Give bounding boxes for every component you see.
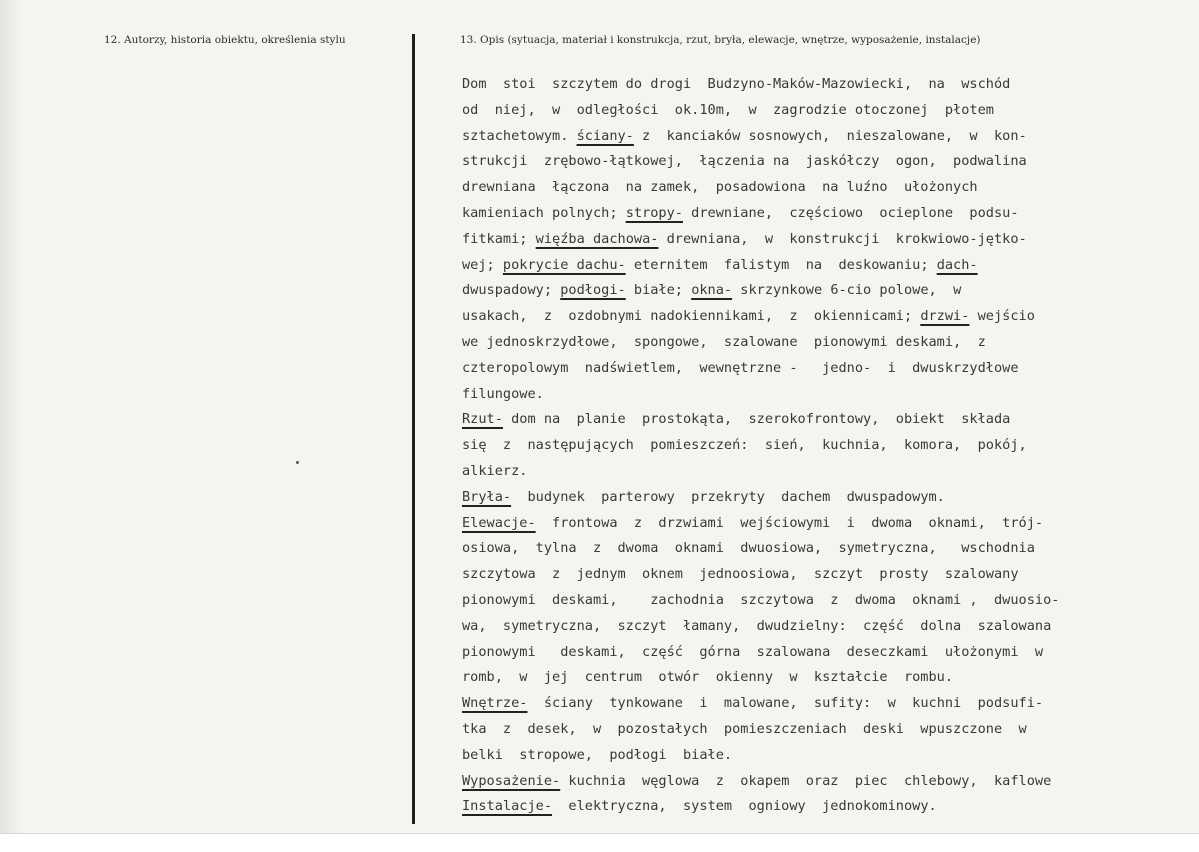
text-line <box>462 382 1199 408</box>
text-run: z kanciaków sosnowych, nieszalowane, w kon- <box>633 127 1027 144</box>
section-12-header: 12. Autorzy, historia obiektu, określenia stylu <box>104 34 346 46</box>
underlined-heading: Instalacje- <box>462 798 553 815</box>
underlined-heading: pokrycie dachu- <box>502 256 626 273</box>
text-run: drewniana łączona na zamek, posadowiona na luźno ułożonych <box>462 179 978 196</box>
underlined-heading: podłogi- <box>560 282 626 299</box>
text-run: we jednoskrzydłowe, spongowe, szalowane pionowymi deskami, z <box>462 333 986 350</box>
underlined-heading: Wyposażenie- <box>462 772 561 789</box>
text-line <box>462 407 1199 433</box>
text-run: sztachetowym. <box>462 127 577 144</box>
underlined-heading: Wnętrze- <box>462 695 528 712</box>
underlined-heading: dach- <box>936 256 978 273</box>
text-run: Dom stoi szczytem do drogi Budzyno-Maków-Mazowiecki, na wschód <box>462 76 1011 92</box>
text-run: fitkami; <box>462 230 536 247</box>
text-run: pionowymi deskami, część górna szalowana deseczkami ułożonymi w <box>462 643 1044 660</box>
text-line <box>462 278 1199 304</box>
underlined-heading: ściany- <box>576 127 634 144</box>
underlined-heading: stropy- <box>625 204 683 221</box>
text-line <box>462 640 1199 666</box>
text-run: alkierz. <box>462 462 528 479</box>
text-line <box>462 536 1199 562</box>
text-run: wa, symetryczna, szczyt łamany, dwudzielny: część dolna szalowana <box>462 617 1052 634</box>
speck <box>296 461 299 464</box>
text-line <box>462 511 1199 537</box>
text-line <box>462 588 1199 614</box>
text-line <box>462 691 1199 717</box>
text-run: wej; <box>462 256 503 273</box>
text-run: drewniana, w konstrukcji krokwiowo-jętko- <box>658 230 1027 247</box>
text-line <box>462 201 1199 227</box>
text-run: ściany tynkowane i malowane, sufity: w kuchni podsufi- <box>527 695 1044 712</box>
text-line <box>462 356 1199 382</box>
text-run: drewniane, częściowo ocieplone podsu- <box>682 204 1019 221</box>
text-run: dom na planie prostokąta, szerokofrontowy, obiekt składa <box>502 411 1011 428</box>
text-run: frontowa z drzwiami wejściowymi i dwoma oknami, trój- <box>535 514 1044 531</box>
text-run: szczytowa z jednym oknem jednoosiowa, szczyt prosty szalowany <box>462 566 1019 583</box>
text-line <box>462 794 1199 820</box>
text-line <box>462 743 1199 769</box>
text-run: strukcji zrębowo-łątkowej, łączenia na jaskółczy ogon, podwalina <box>462 153 1027 170</box>
text-run: czteropolowym nadświetlem, wewnętrzne - jedno- i dwuskrzydłowe <box>462 359 1019 376</box>
text-line <box>462 330 1199 356</box>
text-line <box>462 227 1199 253</box>
underlined-heading: Bryła- <box>462 488 512 505</box>
text-line <box>462 433 1199 459</box>
scan-bottom-margin <box>0 833 1199 852</box>
text-run: usakach, z ozdobnymi nadokiennikami, z okiennicami; <box>462 308 921 325</box>
section-13-header: 13. Opis (sytuacja, materiał i konstrukcja, rzut, bryła, elewacje, wnętrze, wyposażenie, instalacje) <box>460 34 981 46</box>
text-line <box>462 253 1199 279</box>
text-run: kuchnia węglowa z okapem oraz piec chlebowy, kaflowe <box>560 772 1052 789</box>
column-divider <box>412 34 415 824</box>
page-edge-shadow <box>0 0 22 851</box>
text-line <box>462 562 1199 588</box>
text-line <box>462 124 1199 150</box>
description-typewritten-text <box>462 72 1199 820</box>
text-run: osiowa, tylna z dwoma oknami dwuosiowa, symetryczna, wschodnia <box>462 540 1035 557</box>
text-line <box>462 717 1199 743</box>
underlined-heading: Rzut- <box>462 411 503 428</box>
text-line <box>462 769 1199 795</box>
text-line <box>462 98 1199 124</box>
text-run: elektryczna, system ogniowy jednokominowy. <box>552 798 937 815</box>
underlined-heading: więźba dachowa- <box>535 230 659 247</box>
text-line <box>462 304 1199 330</box>
text-run: tka z desek, w pozostałych pomieszczeniach deski wpuszczone w <box>462 720 1027 737</box>
text-run: filungowe. <box>462 385 544 402</box>
text-run: dwuspadowy; <box>462 282 561 299</box>
underlined-heading: drzwi- <box>920 308 970 325</box>
text-line <box>462 459 1199 485</box>
text-run: się z następujących pomieszczeń: sień, kuchnia, komora, pokój, <box>462 437 1027 454</box>
underlined-heading: Elewacje- <box>462 514 536 531</box>
text-line <box>462 665 1199 691</box>
text-run: kamieniach polnych; <box>462 204 626 221</box>
text-run: od niej, w odległości ok.10m, w zagrodzie otoczonej płotem <box>462 101 994 118</box>
text-run: eternitem falistym na deskowaniu; <box>625 256 937 273</box>
text-run: białe; <box>625 282 692 299</box>
text-run: budynek parterowy przekryty dachem dwuspadowym. <box>511 488 945 505</box>
text-run: belki stropowe, podłogi białe. <box>462 746 733 763</box>
text-line <box>462 72 1199 98</box>
text-run: pionowymi deskami, zachodnia szczytowa z dwoma oknami , dwuosio- <box>462 591 1060 608</box>
text-line <box>462 614 1199 640</box>
underlined-heading: okna- <box>691 282 733 299</box>
text-run: wejścio <box>969 308 1035 325</box>
text-line <box>462 485 1199 511</box>
text-run: skrzynkowe 6-cio polowe, w <box>732 282 962 299</box>
text-line <box>462 175 1199 201</box>
text-run: romb, w jej centrum otwór okienny w kształcie rombu. <box>462 669 954 686</box>
text-line <box>462 149 1199 175</box>
